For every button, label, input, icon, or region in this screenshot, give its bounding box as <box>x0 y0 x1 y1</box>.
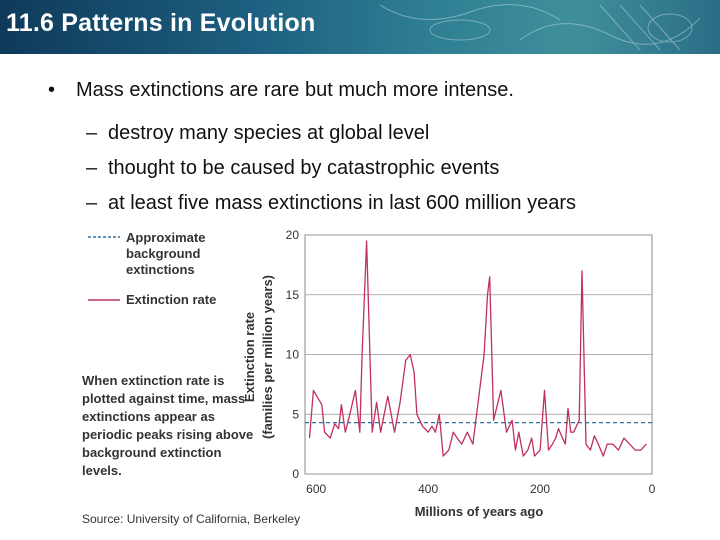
y-tick-label: 10 <box>285 347 299 362</box>
extinction-rate-line <box>310 241 647 456</box>
x-tick-label: 200 <box>530 482 551 496</box>
x-tick-label: 0 <box>648 482 656 496</box>
chart-note: When extinction rate is plotted against time, mass extinctions appear as periodic peaks rising above background extinction levels. <box>82 373 254 478</box>
chart-series <box>305 241 652 456</box>
x-tick-label: 600 <box>306 482 327 496</box>
y-axis-label-units: (families per million years) <box>260 274 275 440</box>
slide-title: 11.6 Patterns in Evolution <box>6 9 316 37</box>
legend-rate-label: Extinction rate <box>126 292 217 307</box>
y-tick-label: 5 <box>292 407 299 422</box>
x-axis-label: Millions of years ago <box>414 504 544 519</box>
sub-bullet-text: destroy many species at global level <box>108 122 430 144</box>
chart-grid <box>305 235 652 474</box>
x-tick-label: 400 <box>418 482 439 496</box>
y-tick-label: 15 <box>285 287 299 302</box>
y-axis-label: Extinction rate <box>242 311 257 403</box>
sub-bullet-text: thought to be caused by catastrophic events <box>108 157 500 179</box>
chart-axes <box>286 228 656 496</box>
source-credit: Source: University of California, Berkeley <box>82 512 301 526</box>
y-tick-label: 20 <box>285 228 299 242</box>
legend-background-label: Approximate background extinctions <box>126 230 206 277</box>
bullet-text: Mass extinctions are rare but much more intense. <box>76 79 514 101</box>
bullet-dot: • <box>48 79 56 101</box>
sub-bullet-text: at least five mass extinctions in last 600 million years <box>108 192 576 214</box>
y-tick-label: 0 <box>292 467 299 481</box>
